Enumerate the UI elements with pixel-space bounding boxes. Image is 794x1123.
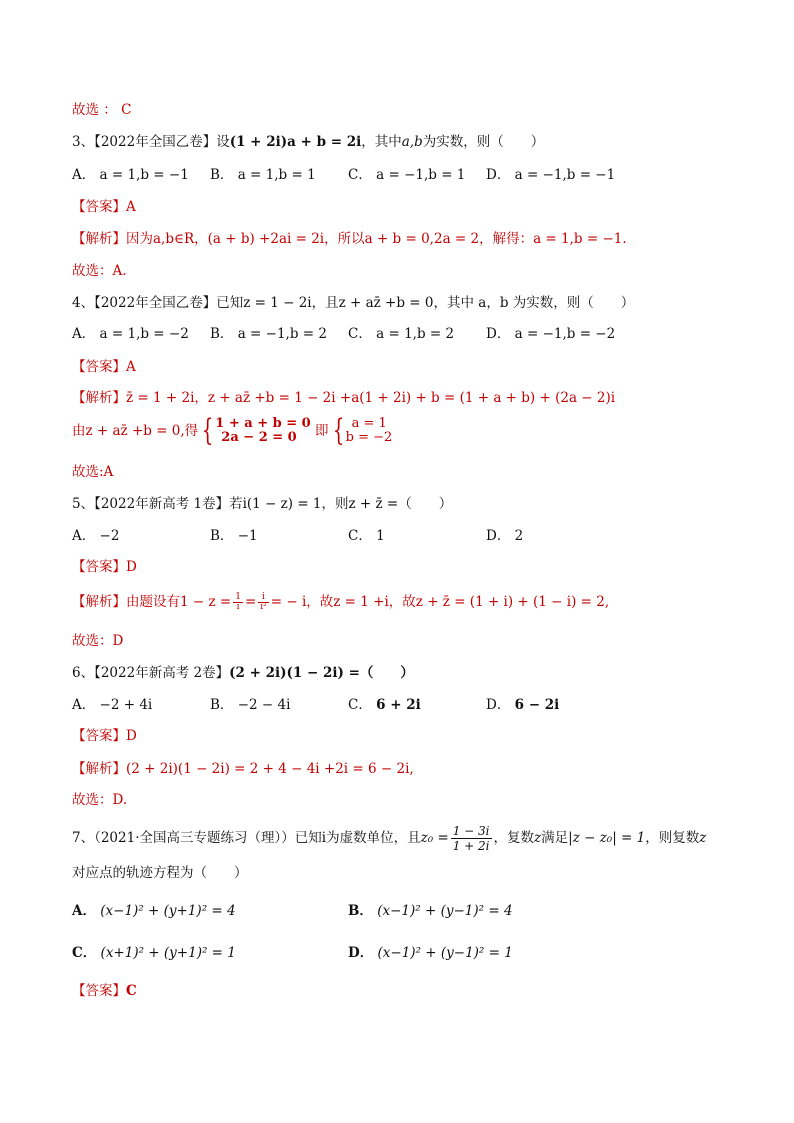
fraction-numerator: 1 − 3i	[452, 824, 490, 838]
question-source: 【2022年全国乙卷】	[94, 295, 217, 311]
answer-label: 【答案】	[72, 559, 126, 575]
left-brace-icon: {	[332, 413, 344, 448]
option-text: 2	[514, 528, 524, 544]
system-line: 1 + a + b = 0	[215, 416, 311, 431]
conclusion-text: 故选:A	[72, 464, 114, 480]
option-text: −2 + 4i	[99, 697, 153, 713]
analysis-text: 因为a,b∈R，(a + b) +2ai = 2i，所以a + b = 0,2a = 2，解得：a = 1,b = −1.	[126, 231, 627, 247]
q6-option-b	[210, 696, 290, 714]
q4-option-c	[348, 325, 454, 343]
option-text: (x−1)² + (y−1)² = 1	[377, 945, 513, 961]
q4-derivation	[72, 413, 393, 448]
q4-answer	[72, 358, 136, 376]
analysis-label: 【解析】	[72, 594, 126, 610]
q5-analysis	[72, 589, 609, 615]
option-text: 1	[376, 528, 385, 544]
question-source: 【2022年全国乙卷】	[94, 134, 217, 150]
analysis-label: 【解析】	[72, 390, 126, 406]
question-3-stem	[72, 133, 544, 151]
answer-label: 【答案】	[72, 359, 126, 375]
stem-part: ，则复数	[645, 830, 700, 846]
option-text: a = −1,b = 2	[237, 326, 327, 342]
q3-answer	[72, 198, 136, 216]
stem-part: 已知i为虚数单位，且	[294, 830, 421, 846]
fraction-denominator: 1 + 2i	[452, 839, 490, 853]
question-number: 4、	[72, 295, 95, 311]
option-letter: B．	[348, 903, 373, 919]
option-letter: C．	[348, 167, 372, 183]
question-4-stem	[72, 294, 634, 312]
stem-math: (1 + 2i)a + b = 2i	[229, 134, 362, 150]
analysis-label: 【解析】	[72, 231, 126, 247]
answer-label: 【答案】	[72, 728, 126, 744]
q7-option-a	[72, 902, 236, 920]
stem-part: 对应点的轨迹方程为（ ）	[72, 865, 248, 881]
option-letter: B．	[210, 528, 234, 544]
stem-text: (2 + 2i)(1 − 2i) =（ ）	[229, 665, 414, 681]
option-text: a = 1,b = −1	[99, 167, 189, 183]
prev-conclusion-sep: ：	[99, 102, 117, 118]
option-letter: A．	[72, 903, 96, 919]
analysis-text: (2 + 2i)(1 − 2i) = 2 + 4 − 4i +2i = 6 − 2i,	[126, 761, 414, 777]
q4-analysis	[72, 389, 615, 407]
answer-label: 【答案】	[72, 983, 126, 999]
answer-value: D	[126, 559, 137, 575]
option-text: −2	[99, 528, 120, 544]
option-text: a = 1,b = 1	[237, 167, 316, 183]
equation-system-1	[215, 417, 310, 445]
stem-part: 满足	[541, 830, 569, 846]
option-letter: B．	[210, 167, 234, 183]
question-number: 6、	[72, 665, 95, 681]
option-text: (x−1)² + (y+1)² = 4	[100, 903, 236, 919]
q4-conclusion	[72, 463, 113, 481]
option-text: (x+1)² + (y+1)² = 1	[100, 945, 236, 961]
option-text: 6 − 2i	[514, 697, 560, 713]
option-letter: D．	[348, 945, 374, 961]
q6-analysis	[72, 760, 414, 778]
system-line: 2a − 2 = 0	[221, 430, 297, 445]
q6-answer	[72, 727, 137, 745]
q5-conclusion	[72, 632, 123, 650]
system-line: a = 1	[351, 416, 387, 431]
q6-option-d	[486, 696, 559, 714]
fraction	[258, 593, 269, 612]
q6-option-c	[348, 696, 421, 714]
answer-value: A	[126, 359, 136, 375]
option-letter: D．	[486, 697, 511, 713]
q7-option-d	[348, 944, 513, 962]
option-letter: D．	[486, 167, 511, 183]
analysis-label: 【解析】	[72, 761, 126, 777]
option-text: a = −1,b = −1	[514, 167, 616, 183]
option-text: −2 − 4i	[237, 697, 291, 713]
q4-option-d	[486, 325, 615, 343]
q7-option-b	[348, 902, 513, 920]
option-letter: A．	[72, 697, 96, 713]
q3-option-c	[348, 166, 465, 184]
prev-conclusion-answer: C	[121, 102, 132, 118]
fraction	[451, 824, 492, 853]
answer-value: A	[126, 199, 136, 215]
fraction-numerator: i	[258, 593, 269, 603]
analysis-text: =	[244, 594, 257, 610]
q7-answer	[72, 982, 137, 1000]
q5-option-d	[486, 527, 523, 545]
option-letter: A．	[72, 528, 96, 544]
stem-part: ，其中	[361, 134, 402, 150]
q6-option-a	[72, 696, 152, 714]
option-text: a = 1,b = 2	[376, 326, 455, 342]
stem-math: |z − z₀| = 1	[568, 830, 646, 846]
q3-option-d	[486, 166, 615, 184]
q3-analysis	[72, 230, 627, 248]
question-number: 5、	[72, 496, 95, 512]
option-letter: C．	[348, 326, 372, 342]
analysis-text: z̄ = 1 + 2i，z + az̄ +b = 1 − 2i +a(1 + 2i) + b = (1 + a + b) + (2a − 2)i	[126, 390, 616, 406]
option-text: (x−1)² + (y−1)² = 4	[377, 903, 513, 919]
system-line: b = −2	[345, 430, 393, 445]
stem-part: 为实数，则（ ）	[422, 134, 545, 150]
stem-text: 已知z = 1 − 2i，且z + az̄ +b = 0，其中 a，b 为实数，则（ ）	[216, 295, 635, 311]
answer-label: 【答案】	[72, 199, 126, 215]
stem-text: 若i(1 − z) = 1，则z + z̄ =（ ）	[229, 496, 453, 512]
option-letter: D．	[486, 326, 511, 342]
q3-option-b	[210, 166, 316, 184]
answer-value: C	[126, 983, 137, 999]
option-text: 6 + 2i	[376, 697, 421, 713]
stem-vars: a,b	[401, 134, 423, 150]
question-source: 【2022年新高考 2卷】	[94, 665, 230, 681]
prev-conclusion	[72, 101, 131, 119]
derivation-text: 即	[315, 423, 329, 439]
question-source: （2021·全国高三专题练习（理））	[94, 830, 295, 846]
conclusion-text: 故选：D.	[72, 792, 128, 808]
question-number: 7、	[72, 830, 95, 846]
q4-option-a	[72, 325, 189, 343]
stem-math: z	[534, 830, 542, 846]
answer-value: D	[126, 728, 137, 744]
derivation-text: 由z + az̄ +b = 0,得	[72, 423, 199, 439]
option-text: a = −1,b = −2	[514, 326, 616, 342]
question-number: 3、	[72, 134, 95, 150]
stem-part: 设	[216, 134, 230, 150]
fraction-denominator: i	[236, 602, 240, 612]
option-text: −1	[237, 528, 258, 544]
question-5-stem	[72, 495, 452, 513]
q5-option-a	[72, 527, 119, 545]
q6-conclusion	[72, 791, 127, 809]
q5-option-c	[348, 527, 385, 545]
stem-part: ，复数	[493, 830, 535, 846]
option-letter: B．	[210, 326, 234, 342]
question-7-stem-cont	[72, 864, 248, 882]
question-7-stem	[72, 822, 706, 854]
option-letter: C．	[348, 528, 372, 544]
option-letter: B．	[210, 697, 234, 713]
q5-answer	[72, 558, 137, 576]
question-source: 【2022年新高考 1卷】	[94, 496, 230, 512]
fraction-numerator: 1	[235, 592, 241, 602]
q4-option-b	[210, 325, 327, 343]
conclusion-text: 故选：D	[72, 633, 124, 649]
option-letter: A．	[72, 326, 96, 342]
q7-option-c	[72, 944, 236, 962]
option-letter: A．	[72, 167, 96, 183]
equation-system-2	[346, 417, 393, 445]
stem-math: z	[699, 830, 707, 846]
q3-option-a	[72, 166, 189, 184]
analysis-text: 由题设有1 − z =	[126, 594, 232, 610]
option-letter: C．	[72, 945, 97, 961]
q3-conclusion	[72, 262, 127, 280]
option-text: a = 1,b = −2	[99, 326, 189, 342]
fraction-denominator: i²	[260, 602, 267, 612]
question-6-stem	[72, 664, 414, 682]
option-letter: C．	[348, 697, 372, 713]
prev-conclusion-label: 故选	[72, 102, 99, 118]
q5-option-b	[210, 527, 258, 545]
option-text: a = −1,b = 1	[376, 167, 466, 183]
conclusion-text: 故选：A.	[72, 263, 127, 279]
option-letter: D．	[486, 528, 511, 544]
left-brace-icon: {	[202, 413, 214, 448]
fraction	[233, 593, 243, 612]
stem-math: z₀ =	[420, 830, 449, 846]
analysis-text: = − i，故z = 1 +i，故z + z̄ = (1 + i) + (1 − i) = 2,	[270, 594, 610, 610]
